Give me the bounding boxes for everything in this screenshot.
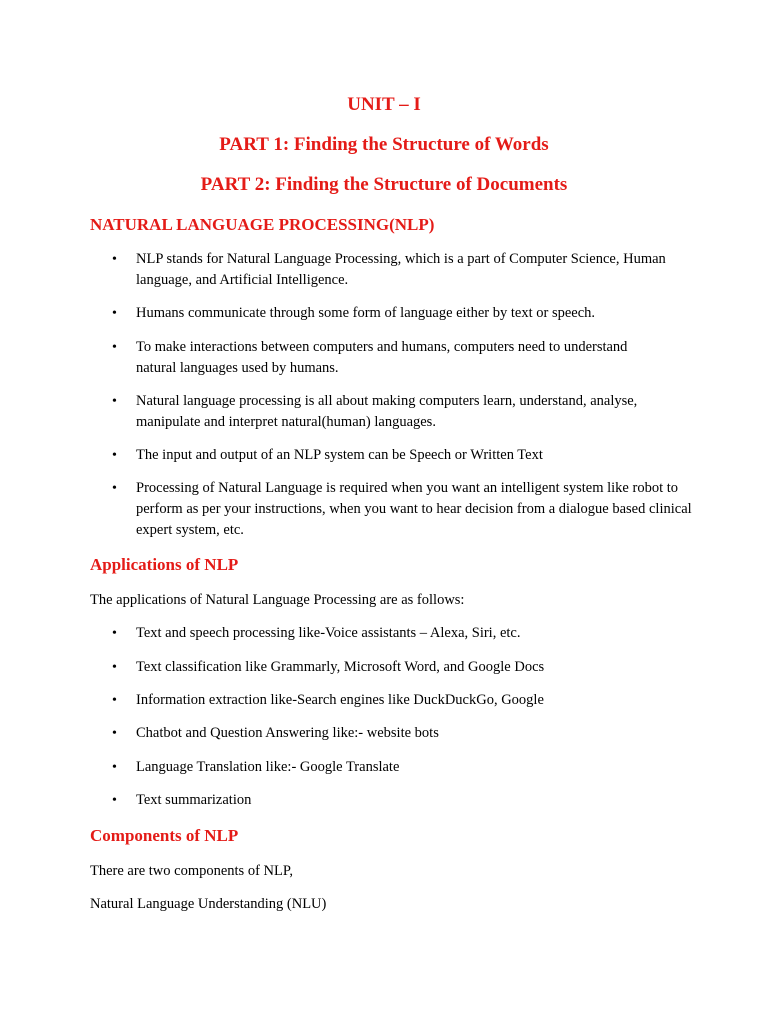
list-item bbox=[112, 690, 692, 711]
bullet-icon: • bbox=[112, 394, 117, 409]
list-item bbox=[112, 303, 692, 324]
bullet-icon: • bbox=[112, 481, 117, 496]
list-item-text: Humans communicate through some form of language either by text or speech. bbox=[136, 305, 596, 321]
list-item bbox=[112, 723, 692, 744]
list-item bbox=[112, 391, 692, 433]
components-intro: There are two components of NLP, bbox=[90, 863, 293, 879]
list-item-text: Natural language processing is all about making computers learn, understand, analyse, manipulate and interpret natural(human) languages. bbox=[136, 393, 638, 430]
bullet-icon: • bbox=[112, 793, 117, 808]
list-item-text: Information extraction like-Search engines like DuckDuckGo, Google bbox=[136, 692, 544, 708]
bullet-icon: • bbox=[112, 448, 117, 463]
list-item bbox=[112, 249, 692, 291]
list-item bbox=[112, 757, 692, 778]
bullet-icon: • bbox=[112, 626, 117, 641]
components-item-nlu: Natural Language Understanding (NLU) bbox=[90, 896, 327, 912]
bullet-icon: • bbox=[112, 760, 117, 775]
bullet-icon: • bbox=[112, 660, 117, 675]
applications-section-heading: Applications of NLP bbox=[90, 555, 239, 574]
bullet-icon: • bbox=[112, 340, 117, 355]
list-item-text: Chatbot and Question Answering like:- website bots bbox=[136, 725, 439, 741]
list-item bbox=[112, 790, 692, 811]
list-item-text: Processing of Natural Language is required when you want an intelligent system like robot to perform as per your instructions, when you want to hear decision from a dialogue based clinical expert system, etc. bbox=[136, 480, 692, 538]
list-item-text: Text classification like Grammarly, Microsoft Word, and Google Docs bbox=[136, 659, 545, 675]
unit-title: UNIT – I bbox=[347, 94, 421, 115]
part2-title: PART 2: Finding the Structure of Documents bbox=[200, 174, 568, 195]
list-item bbox=[112, 623, 692, 644]
components-section-heading: Components of NLP bbox=[90, 826, 239, 845]
list-item bbox=[112, 337, 692, 379]
bullet-icon: • bbox=[112, 693, 117, 708]
list-item bbox=[112, 445, 692, 466]
part1-title: PART 1: Finding the Structure of Words bbox=[219, 134, 549, 155]
list-item-text: The input and output of an NLP system can be Speech or Written Text bbox=[136, 447, 543, 463]
list-item bbox=[112, 478, 692, 541]
applications-intro: The applications of Natural Language Processing are as follows: bbox=[90, 592, 465, 608]
list-item-text: NLP stands for Natural Language Processing, which is a part of Computer Science, Human language, and Artificial Intelligence. bbox=[136, 251, 666, 288]
bullet-icon: • bbox=[112, 726, 117, 741]
list-item bbox=[112, 657, 692, 678]
list-item-text: Text summarization bbox=[136, 792, 252, 808]
list-item-text: Text and speech processing like-Voice assistants – Alexa, Siri, etc. bbox=[136, 625, 521, 641]
bullet-icon: • bbox=[112, 252, 117, 267]
list-item-text: To make interactions between computers and humans, computers need to understand natural languages used by humans. bbox=[136, 339, 628, 376]
bullet-icon: • bbox=[112, 306, 117, 321]
list-item-text: Language Translation like:- Google Translate bbox=[136, 759, 400, 775]
nlp-section-heading: NATURAL LANGUAGE PROCESSING(NLP) bbox=[90, 215, 435, 234]
